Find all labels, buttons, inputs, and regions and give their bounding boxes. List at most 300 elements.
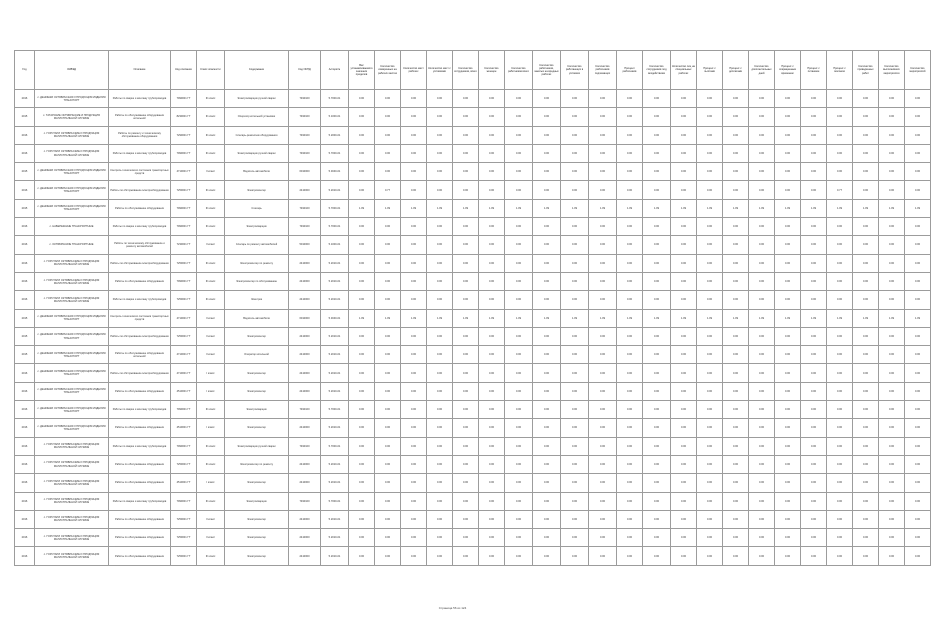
table-cell: Электросварщик (225, 492, 289, 510)
table-cell: 0.00 (533, 327, 561, 345)
table-cell: 0.00 (561, 419, 589, 437)
data-table (14, 50, 931, 566)
column-header: Количество выполнивших мероприятия (879, 51, 905, 90)
table-cell: 0.00 (853, 126, 879, 144)
table-cell: II класс (197, 163, 225, 181)
table-cell: 5.7000-01 (321, 437, 349, 455)
table-cell: 0.00 (643, 455, 671, 473)
table-cell: 0.00 (801, 437, 827, 455)
table-row (15, 364, 931, 382)
table-cell: с. ОКТЯБРЬСКИЕ ТРАНСПОРТНЫЕ (35, 236, 109, 254)
table-cell: 5.2010-01 (321, 181, 349, 199)
table-row (15, 181, 931, 199)
column-header: Количество работников всего (505, 51, 533, 90)
column-header: Количество женщин (479, 51, 505, 90)
column-header: Вес устанавливаемого значения пределов (349, 51, 375, 90)
table-cell: 0.00 (671, 382, 697, 400)
table-cell: 0.00 (401, 364, 427, 382)
table-cell: Работы по обслуживанию оборудования (109, 419, 171, 437)
table-cell: 0.00 (561, 529, 589, 547)
table-cell: 0.00 (853, 108, 879, 126)
table-cell: 0.00 (349, 529, 375, 547)
table-cell: 0.00 (589, 346, 617, 364)
table-cell: 0.00 (453, 401, 479, 419)
table-cell: 0.00 (827, 291, 853, 309)
table-cell: 2015 (15, 163, 35, 181)
table-cell: 0.00 (749, 327, 775, 345)
table-row (15, 455, 931, 473)
table-cell: Работы по сварке и монтажу трубопроводов (109, 144, 171, 162)
table-cell: 0.00 (749, 108, 775, 126)
table-cell: 1.09 (561, 309, 589, 327)
table-cell: 2016 (15, 474, 35, 492)
table-cell: 0.00 (775, 419, 801, 437)
table-cell: 0.00 (453, 547, 479, 565)
table-cell: Работы по обслуживанию оборудования (109, 382, 171, 400)
table-cell: 0.00 (453, 346, 479, 364)
table-cell: 7230001 ГТ (171, 236, 197, 254)
table-cell: 0.00 (589, 90, 617, 108)
table-cell: 0.00 (375, 236, 401, 254)
table-cell: 0.00 (827, 529, 853, 547)
table-cell: 0.00 (697, 126, 723, 144)
table-cell: 0.00 (827, 346, 853, 364)
table-cell: Электросварщик ручной сварки (225, 437, 289, 455)
table-cell: 0.00 (671, 492, 697, 510)
table-cell: 0.00 (589, 510, 617, 528)
table-cell: 0.00 (427, 510, 453, 528)
table-cell: 0.00 (561, 291, 589, 309)
table-cell: 2016 (15, 218, 35, 236)
table-cell: 0.00 (453, 382, 479, 400)
table-cell: 2016 (15, 126, 35, 144)
table-cell: 0.00 (427, 547, 453, 565)
table-cell: 0.00 (905, 364, 931, 382)
table-cell: 0.00 (643, 510, 671, 528)
table-cell: 0.00 (879, 474, 905, 492)
table-cell: 0.00 (617, 492, 643, 510)
table-cell: 4710001 ГТ (171, 346, 197, 364)
table-cell: 0.00 (671, 236, 697, 254)
table-cell: 0.00 (801, 181, 827, 199)
table-cell: 0.00 (749, 419, 775, 437)
table-cell: 0.00 (505, 401, 533, 419)
table-cell: 0.00 (617, 236, 643, 254)
table-cell: II класс (197, 327, 225, 345)
table-cell: 0.00 (427, 218, 453, 236)
table-cell: 0.00 (723, 382, 749, 400)
table-cell: 2410000 (289, 254, 321, 272)
table-cell: 2016 (15, 547, 35, 565)
table-cell: 0.00 (775, 163, 801, 181)
table-cell: 0.00 (801, 510, 827, 528)
table-cell: 5.2010-01 (321, 327, 349, 345)
table-cell: 0.00 (617, 254, 643, 272)
table-cell: III класс (197, 90, 225, 108)
column-header: Количество мероприятий (905, 51, 931, 90)
table-cell: 1.09 (401, 309, 427, 327)
table-cell: 0.00 (749, 346, 775, 364)
table-cell: II класс (197, 309, 225, 327)
table-cell: 0.00 (401, 144, 427, 162)
table-cell: с. НАБЕРЕЖНЫЕ ТРАНСПОРТНЫЕ (35, 218, 109, 236)
table-cell: 0.00 (375, 529, 401, 547)
table-cell: 0.00 (879, 364, 905, 382)
table-body (15, 90, 931, 566)
table-cell: 1.09 (617, 199, 643, 217)
table-cell: 1.09 (479, 199, 505, 217)
table-cell: Работы по сварке и монтажу трубопроводов (109, 218, 171, 236)
table-cell: 0.00 (643, 529, 671, 547)
table-cell: 0.00 (643, 108, 671, 126)
table-cell: Работы по обслуживанию оборудования котельной (109, 108, 171, 126)
table-cell: 1.09 (723, 199, 749, 217)
table-cell: 0.00 (453, 90, 479, 108)
table-cell: 0.00 (375, 144, 401, 162)
table-cell: Водитель автомобиля (225, 163, 289, 181)
table-cell: 0.00 (533, 437, 561, 455)
table-cell: 1.09 (349, 309, 375, 327)
table-cell: I класс (197, 419, 225, 437)
table-cell: 0.00 (453, 327, 479, 345)
table-cell: 0.00 (617, 474, 643, 492)
table-cell: 2015 (15, 327, 35, 345)
table-cell: 0.00 (375, 327, 401, 345)
table-cell: 2016 (15, 382, 35, 400)
table-cell: 0.00 (427, 181, 453, 199)
table-cell: 0.00 (505, 346, 533, 364)
table-cell: 0.00 (533, 163, 561, 181)
table-cell: III класс (197, 108, 225, 126)
table-cell: 0.00 (723, 327, 749, 345)
table-cell: 0.00 (479, 547, 505, 565)
table-cell: 0.00 (505, 419, 533, 437)
table-cell: III класс (197, 547, 225, 565)
column-header: Количество лиц на специальных работах (671, 51, 697, 90)
table-cell: Работы по обслуживанию электрооборудования (109, 364, 171, 382)
table-row (15, 199, 931, 217)
table-cell: 0.00 (375, 455, 401, 473)
table-cell: 0.00 (749, 529, 775, 547)
table-cell: 0.00 (453, 126, 479, 144)
column-header: Количество работников подлежащих (589, 51, 617, 90)
table-cell: 0.00 (879, 492, 905, 510)
table-cell: 0.00 (643, 126, 671, 144)
table-cell: 0.00 (561, 327, 589, 345)
table-cell: 0.00 (723, 144, 749, 162)
table-row (15, 547, 931, 565)
table-cell: 0.00 (853, 419, 879, 437)
table-cell: 0.00 (905, 218, 931, 236)
table-cell: 0.00 (505, 437, 533, 455)
table-cell: 0.00 (801, 236, 827, 254)
table-row (15, 90, 931, 108)
table-cell: 0.00 (697, 529, 723, 547)
column-header: Процент с льготами (697, 51, 723, 90)
table-cell: 0.00 (453, 529, 479, 547)
table-cell: 0.00 (827, 382, 853, 400)
table-cell: 0.00 (401, 272, 427, 290)
table-cell: 0.00 (533, 492, 561, 510)
table-cell: 0.00 (749, 492, 775, 510)
table-cell: Работы по ремонту и техническому обслуживанию оборудования (109, 126, 171, 144)
table-cell: 0.00 (643, 90, 671, 108)
table-cell: 0.00 (853, 547, 879, 565)
table-cell: 0.00 (479, 474, 505, 492)
table-cell: 0.00 (505, 144, 533, 162)
table-cell: 0.00 (905, 492, 931, 510)
table-cell: 5.2010-01 (321, 291, 349, 309)
table-cell: 0.00 (853, 364, 879, 382)
table-cell: 0.00 (879, 419, 905, 437)
table-cell: 0.00 (905, 291, 931, 309)
table-cell: 0.00 (375, 126, 401, 144)
table-cell: 0.00 (879, 108, 905, 126)
table-cell: 0.00 (879, 254, 905, 272)
table-cell: Электросварщик ручной сварки (225, 144, 289, 162)
table-cell: 5.2000-01 (321, 126, 349, 144)
table-cell: 0.00 (589, 181, 617, 199)
table-cell: 0.00 (479, 291, 505, 309)
table-cell: 5.7000-01 (321, 144, 349, 162)
table-cell: 2016 (15, 364, 35, 382)
table-cell: 7250001 ГТ (171, 181, 197, 199)
table-cell: 1.09 (749, 309, 775, 327)
table-cell: 0.00 (697, 346, 723, 364)
table-cell: 7250001 ГТ (171, 254, 197, 272)
table-cell: 1.09 (453, 199, 479, 217)
table-cell: 0.00 (479, 181, 505, 199)
column-header: Код описания (171, 51, 197, 90)
table-cell: 0.00 (801, 272, 827, 290)
table-cell: 0.00 (427, 474, 453, 492)
table-cell: 0.00 (505, 529, 533, 547)
table-cell: 0.00 (853, 492, 879, 510)
table-cell: 0.00 (697, 291, 723, 309)
table-cell: III класс (197, 455, 225, 473)
table-cell: 5.2010-01 (321, 547, 349, 565)
table-cell: 0.00 (375, 218, 401, 236)
table-cell: 0.00 (827, 272, 853, 290)
table-cell: 0.00 (401, 327, 427, 345)
table-cell: 0.00 (589, 272, 617, 290)
table-cell: 0.00 (879, 401, 905, 419)
table-cell: 0.00 (801, 492, 827, 510)
table-cell: 0.00 (853, 272, 879, 290)
table-cell: 0.00 (643, 218, 671, 236)
table-cell: Работы по обслуживанию оборудования (109, 199, 171, 217)
table-row (15, 529, 931, 547)
table-cell: 0.00 (879, 437, 905, 455)
table-cell: 0.00 (375, 510, 401, 528)
table-cell: 0.00 (723, 181, 749, 199)
table-cell: 0.00 (723, 437, 749, 455)
table-cell: 0.00 (697, 163, 723, 181)
table-cell: 0.00 (617, 401, 643, 419)
table-cell: с. ТАТАРСКИЕ ОКТЯБРЬСКИЕ И ПРОДУКЦИЯ МАГИСТРАЛЬНОЙ СЛУЖБЫ (35, 108, 109, 126)
table-cell: Работы по обслуживанию электрооборудования (109, 327, 171, 345)
table-cell: 0.00 (349, 492, 375, 510)
table-cell: 1.09 (375, 309, 401, 327)
table-cell: 0.00 (801, 474, 827, 492)
table-cell: 0.00 (375, 401, 401, 419)
table-cell: 0.00 (723, 218, 749, 236)
table-cell: 0.00 (671, 510, 697, 528)
table-cell: 0.00 (643, 547, 671, 565)
table-cell: 0.00 (401, 510, 427, 528)
table-cell: 0.00 (617, 126, 643, 144)
table-cell: 7250001 ГТ (171, 529, 197, 547)
table-cell: 0.00 (801, 291, 827, 309)
table-cell: 0.00 (401, 163, 427, 181)
table-cell: 7990001 ГТ (171, 199, 197, 217)
table-cell: 0.00 (905, 346, 931, 364)
table-cell: 0.00 (427, 163, 453, 181)
table-cell: 0.00 (749, 163, 775, 181)
table-cell: 5.7000-01 (321, 492, 349, 510)
table-cell: 0.00 (453, 254, 479, 272)
table-cell: с. ГОРСТАРИ ОКТЯБРЬСКИЕ И ПРОДУКЦИЯ МАГИСТРАЛЬНОЙ СЛУЖБЫ (35, 291, 109, 309)
table-cell: 0.00 (427, 126, 453, 144)
table-cell: 0.00 (671, 346, 697, 364)
table-cell: 0.00 (879, 236, 905, 254)
table-cell: 5.2010-01 (321, 364, 349, 382)
table-cell: 5.2010-01 (321, 455, 349, 473)
table-cell: 0.00 (375, 547, 401, 565)
table-cell: 0.00 (853, 327, 879, 345)
table-cell: 0.00 (427, 291, 453, 309)
table-cell: 0.00 (775, 90, 801, 108)
table-cell: Контроль технического состояния транспортных средств (109, 309, 171, 327)
table-cell: 0.00 (749, 291, 775, 309)
table-cell: 2410000 (289, 327, 321, 345)
table-cell: 0.00 (801, 455, 827, 473)
table-cell: 0.00 (589, 144, 617, 162)
table-cell: 7990001 ГТ (171, 90, 197, 108)
table-cell: 0.00 (533, 144, 561, 162)
table-cell: 0.00 (801, 254, 827, 272)
table-cell: 0.00 (479, 90, 505, 108)
table-cell: Электромонтер (225, 547, 289, 565)
table-cell: 0.00 (905, 163, 931, 181)
table-cell: 0.00 (643, 272, 671, 290)
table-cell: 0.00 (905, 529, 931, 547)
table-cell: с. ГОРСТАРИ ОКТЯБРЬСКИЕ И ПРОДУКЦИЯ МАГИСТРАЛЬНОЙ СЛУЖБЫ (35, 437, 109, 455)
table-cell: III класс (197, 126, 225, 144)
table-cell: 0.00 (533, 547, 561, 565)
table-cell: 0.00 (617, 419, 643, 437)
table-cell: 7490100 (289, 108, 321, 126)
table-cell: 2016 (15, 510, 35, 528)
table-cell: 0.00 (375, 437, 401, 455)
table-cell: 0.00 (643, 254, 671, 272)
table-cell: Электромонтер (225, 364, 289, 382)
table-cell: Оператор котельной установки (225, 108, 289, 126)
table-cell: 1.09 (827, 199, 853, 217)
table-cell: 0.00 (427, 254, 453, 272)
column-header: Класс опасности (197, 51, 225, 90)
table-cell: 0.00 (401, 437, 427, 455)
table-cell: 0.00 (533, 364, 561, 382)
table-cell: 0.00 (453, 291, 479, 309)
table-cell: 2410000 (289, 181, 321, 199)
table-cell: Работы по обслуживанию оборудования котельной (109, 346, 171, 364)
table-cell: 0.00 (617, 529, 643, 547)
table-row (15, 126, 931, 144)
table-cell: 0.00 (453, 419, 479, 437)
table-cell: 2410000 (289, 382, 321, 400)
table-cell: 0.00 (561, 218, 589, 236)
table-row (15, 108, 931, 126)
table-cell: Электромонтер (225, 510, 289, 528)
table-cell: 0.00 (853, 218, 879, 236)
table-cell: 0.00 (401, 382, 427, 400)
table-cell: 0.00 (505, 163, 533, 181)
table-cell: 0.00 (697, 419, 723, 437)
table-cell: 0.00 (671, 437, 697, 455)
table-cell: 0.00 (749, 382, 775, 400)
table-cell: 0.00 (749, 236, 775, 254)
table-cell: с. ДЕНИШКИ ОКТЯБРЬСКАЯ И ПРОДУКЦИЯ ИЗДЕЛИЯ ТРАНСПОРТ (35, 181, 109, 199)
table-cell: 1.09 (775, 199, 801, 217)
table-cell: 0.00 (401, 474, 427, 492)
table-cell: 0.00 (671, 327, 697, 345)
table-cell: Работы по обслуживанию оборудования (109, 547, 171, 565)
table-cell: I класс (197, 474, 225, 492)
table-cell: 0.00 (427, 401, 453, 419)
table-row (15, 437, 931, 455)
table-cell: Работы по сварке и монтажу трубопроводов (109, 492, 171, 510)
table-cell: 0.00 (479, 364, 505, 382)
table-cell: с. ГОРСТАРИ ОКТЯБРЬСКИЕ И ПРОДУКЦИЯ МАГИСТРАЛЬНОЙ СЛУЖБЫ (35, 547, 109, 565)
table-cell: 7490100 (289, 218, 321, 236)
table-cell: 0.00 (561, 254, 589, 272)
column-header: Количество измеренных на рабочих местах (375, 51, 401, 90)
table-cell: 0.00 (723, 126, 749, 144)
table-cell: 0.00 (479, 437, 505, 455)
table-cell: 0.00 (453, 236, 479, 254)
table-cell: 0.00 (505, 90, 533, 108)
table-cell: 2016 (15, 455, 35, 473)
table-cell: 1.09 (617, 309, 643, 327)
table-cell: 0.00 (349, 144, 375, 162)
table-cell: 0.00 (533, 346, 561, 364)
table-cell: 0.00 (401, 181, 427, 199)
table-cell: 0.00 (505, 236, 533, 254)
table-cell: II класс (197, 346, 225, 364)
table-cell: Электрик (225, 291, 289, 309)
table-cell: 1.09 (589, 309, 617, 327)
table-cell: 7490100 (289, 492, 321, 510)
table-cell: 0.00 (479, 382, 505, 400)
table-cell: 0.00 (589, 108, 617, 126)
table-cell: 1.09 (533, 309, 561, 327)
table-cell: 0.00 (533, 529, 561, 547)
table-cell: 0.00 (749, 547, 775, 565)
table-cell: 0.00 (827, 492, 853, 510)
table-cell: 0.00 (453, 474, 479, 492)
table-cell: 7490100 (289, 126, 321, 144)
table-cell: 1.09 (905, 309, 931, 327)
column-header: Процент с молоком (827, 51, 853, 90)
table-cell: 0.00 (671, 218, 697, 236)
table-cell: 0.00 (905, 455, 931, 473)
table-cell: 5.2010-01 (321, 272, 349, 290)
table-cell: III класс (197, 272, 225, 290)
table-cell: 1.09 (879, 309, 905, 327)
table-cell: 4510001 ГТ (171, 474, 197, 492)
table-cell: Слесарь (225, 199, 289, 217)
